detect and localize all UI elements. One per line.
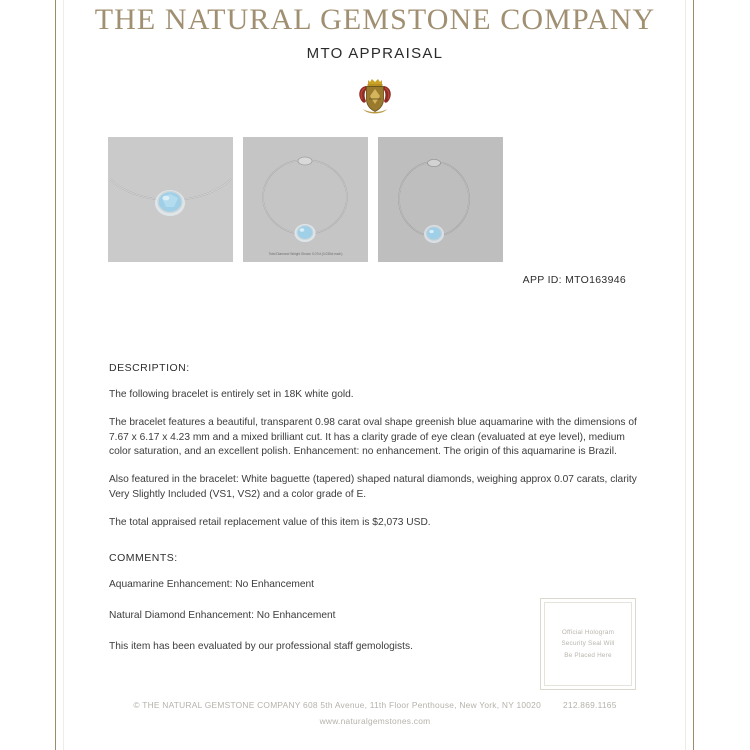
app-id-label: APP ID: MTO163946 bbox=[522, 274, 626, 286]
footer-copyright-address: © THE NATURAL GEMSTONE COMPANY 608 5th Avenue, 11th Floor Penthouse, New York, NY 10020 bbox=[133, 700, 541, 710]
left-border-rule bbox=[55, 0, 56, 750]
document-subtitle: MTO APPRAISAL bbox=[306, 44, 444, 62]
page-footer bbox=[0, 700, 750, 726]
seal-text-line-1: Official Hologram bbox=[561, 629, 615, 637]
comment-aquamarine-enhancement: Aquamarine Enhancement: No Enhancement bbox=[109, 579, 315, 591]
product-photo-1[interactable] bbox=[108, 137, 233, 262]
company-name: THE NATURAL GEMSTONE COMPANY bbox=[94, 3, 656, 36]
seal-text-line-2: Security Seal Will bbox=[561, 640, 615, 648]
masthead bbox=[0, 0, 750, 62]
hologram-seal-text bbox=[561, 627, 614, 661]
appraised-value-paragraph: The total appraised retail replacement value of this item is $2,073 USD. bbox=[109, 516, 431, 528]
left-border-rule-faint bbox=[63, 0, 64, 750]
description-paragraph-1: The following bracelet is entirely set in 18K white gold. bbox=[109, 389, 354, 400]
footer-website[interactable]: www.naturalgemstones.com bbox=[319, 716, 431, 726]
footer-phone: 212.869.1165 bbox=[563, 700, 617, 710]
seal-text-line-3: Be Placed Here bbox=[564, 651, 612, 659]
right-border-rule bbox=[693, 0, 694, 750]
product-image-gallery bbox=[108, 137, 643, 262]
product-photo-2[interactable] bbox=[243, 137, 368, 262]
description-paragraph-2: The bracelet features a beautiful, transparent 0.98 carat oval shape greenish blue aquamarine with the dimensions of 7.67 x 6.17 x 4.23 mm and a mixed brilliant cut. It has a clarity grade of eye clean (evaluated at eye level), medium color saturation, and an excellent polish. Enhancement: no enhancement. The origin of this aquamarine is Brazil. bbox=[109, 416, 637, 458]
description-heading: DESCRIPTION: bbox=[109, 362, 190, 374]
heraldic-crest-icon bbox=[355, 75, 395, 119]
description-paragraph-3: Also featured in the bracelet: White baguette (tapered) shaped natural diamonds, weighing approx 0.07 carats, clarity Very Slightly Included (VS1, VS2) and a color grade of E. bbox=[109, 474, 637, 500]
hologram-seal-placeholder bbox=[540, 598, 636, 690]
product-photo-4-empty bbox=[513, 137, 638, 262]
product-photo-caption: Total Diamond Weight Shown 0.07ct (0.035ct each) bbox=[268, 252, 343, 257]
crest-container bbox=[0, 75, 750, 121]
comments-heading: COMMENTS: bbox=[109, 552, 178, 565]
right-border-rule-faint bbox=[685, 0, 686, 750]
comment-gemologist-evaluation: This item has been evaluated by our professional staff gemologists. bbox=[109, 641, 413, 653]
comment-diamond-enhancement: Natural Diamond Enhancement: No Enhancement bbox=[109, 610, 336, 622]
product-photo-3[interactable] bbox=[378, 137, 503, 262]
footer-address-line bbox=[0, 700, 750, 710]
hologram-seal-inner-border bbox=[544, 602, 632, 686]
